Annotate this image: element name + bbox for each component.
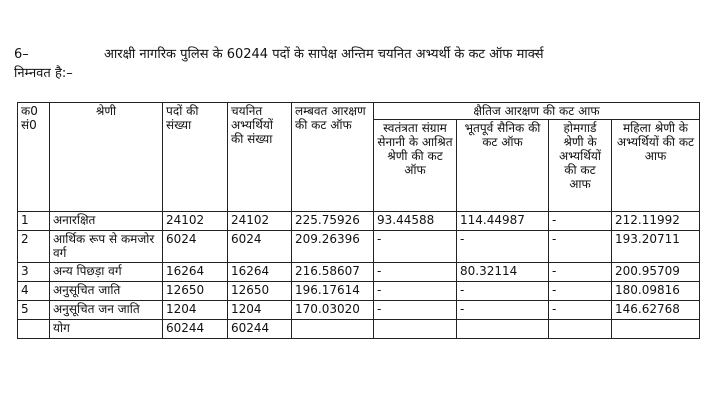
cell-vertical: 170.03020 — [292, 301, 374, 320]
cell-empty — [549, 320, 612, 339]
cell-selected: 16264 — [228, 263, 292, 282]
cell-selected: 12650 — [228, 282, 292, 301]
cell-women: 200.95709 — [612, 263, 700, 282]
cell-women: 212.11992 — [612, 212, 700, 231]
cell-ex-servicemen: - — [457, 231, 549, 263]
cell-freedom-fighter: - — [374, 263, 457, 282]
cell-freedom-fighter: - — [374, 282, 457, 301]
cell-sno: 3 — [18, 263, 50, 282]
cell-empty — [292, 320, 374, 339]
cell-empty — [18, 320, 50, 339]
header-horizontal-cutoff: क्षैतिज आरक्षण की कट आफ — [374, 103, 700, 120]
header-women: महिला श्रेणी के अभ्यर्थियों की कट आफ — [612, 120, 700, 212]
cell-sno: 1 — [18, 212, 50, 231]
table-row — [18, 282, 700, 301]
cell-women: 146.62768 — [612, 301, 700, 320]
heading-text: आरक्षी नागरिक पुलिस के 60244 पदों के सापेक्ष अन्तिम चयनित अभ्यर्थी के कट ऑफ मार्क्स — [104, 47, 544, 62]
table-row — [18, 301, 700, 320]
cell-category: अनुसूचित जन जाति — [50, 301, 163, 320]
header-selected: चयनित अभ्यर्थियों की संख्या — [228, 103, 292, 212]
cell-ex-servicemen: - — [457, 301, 549, 320]
cell-home-guard: - — [549, 231, 612, 263]
cell-category: अनुसूचित जाति — [50, 282, 163, 301]
cell-freedom-fighter: 93.44588 — [374, 212, 457, 231]
heading-text-cont: निम्नवत है:– — [14, 66, 73, 81]
total-selected: 60244 — [228, 320, 292, 339]
cell-women: 193.20711 — [612, 231, 700, 263]
header-vertical-cutoff: लम्बवत आरक्षण की कट ऑफ — [292, 103, 374, 212]
header-posts: पदों की संख्या — [163, 103, 228, 212]
cell-vertical: 225.75926 — [292, 212, 374, 231]
table-row — [18, 263, 700, 282]
cell-category: अनारक्षित — [50, 212, 163, 231]
cell-home-guard: - — [549, 263, 612, 282]
cell-posts: 16264 — [163, 263, 228, 282]
cell-ex-servicemen: 114.44987 — [457, 212, 549, 231]
cell-category: अन्य पिछड़ा वर्ग — [50, 263, 163, 282]
cell-ex-servicemen: 80.32114 — [457, 263, 549, 282]
cell-women: 180.09816 — [612, 282, 700, 301]
cell-selected: 6024 — [228, 231, 292, 263]
cell-ex-servicemen: - — [457, 282, 549, 301]
cell-vertical: 209.26396 — [292, 231, 374, 263]
heading — [14, 45, 698, 83]
cell-empty — [457, 320, 549, 339]
cell-posts: 6024 — [163, 231, 228, 263]
cell-selected: 24102 — [228, 212, 292, 231]
table-row — [18, 212, 700, 231]
cell-vertical: 216.58607 — [292, 263, 374, 282]
cell-sno: 4 — [18, 282, 50, 301]
cell-empty — [374, 320, 457, 339]
cell-sno: 5 — [18, 301, 50, 320]
cell-posts: 24102 — [163, 212, 228, 231]
cell-posts: 12650 — [163, 282, 228, 301]
cell-vertical: 196.17614 — [292, 282, 374, 301]
cell-home-guard: - — [549, 282, 612, 301]
total-posts: 60244 — [163, 320, 228, 339]
header-sno: क0 सं0 — [18, 103, 50, 212]
cell-posts: 1204 — [163, 301, 228, 320]
total-row — [18, 320, 700, 339]
cell-sno: 2 — [18, 231, 50, 263]
cell-home-guard: - — [549, 301, 612, 320]
cell-freedom-fighter: - — [374, 301, 457, 320]
table-row — [18, 231, 700, 263]
cell-freedom-fighter: - — [374, 231, 457, 263]
total-label: योग — [50, 320, 163, 339]
header-home-guard: होमगार्ड श्रेणी के अभ्यर्थियों की कट आफ — [549, 120, 612, 212]
cell-home-guard: - — [549, 212, 612, 231]
cutoff-table — [17, 102, 700, 339]
cell-selected: 1204 — [228, 301, 292, 320]
section-number: 6– — [14, 47, 29, 62]
header-freedom-fighter: स्वतंत्रता संग्राम सेनानी के आश्रित श्रेणी की कट ऑफ — [374, 120, 457, 212]
cell-category: आर्थिक रूप से कमजोर वर्ग — [50, 231, 163, 263]
cell-empty — [612, 320, 700, 339]
header-ex-servicemen: भूतपूर्व सैनिक की कट ऑफ — [457, 120, 549, 212]
header-category: श्रेणी — [50, 103, 163, 212]
